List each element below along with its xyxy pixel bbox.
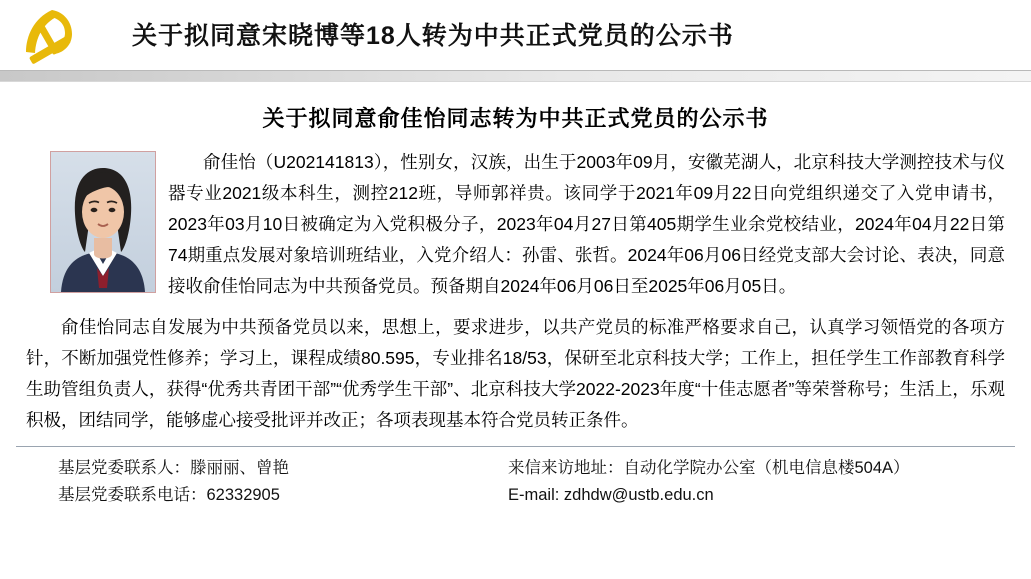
ccp-hammer-sickle-emblem — [0, 0, 96, 70]
avatar — [50, 151, 156, 293]
footer-address-column — [488, 455, 1015, 509]
paragraph-2: 俞佳怡同志自发展为中共预备党员以来，思想上，要求进步，以共产党员的标准严格要求自己，认真学习领悟党的各项方针，不断加强党性修养；学习上，课程成绩80.595，专业排名18/53，保研至北京科技大学；工作上，担任学生工作部教育科学生助管组负责人，获得“优秀共青团干部”“优秀学生干部”、北京科技大学2022-2023年度“十佳志愿者”等荣誉称号；生活上，乐观积极，团结同学，能够虚心接受批评并改正；各项表现基本符合党员转正条件。 — [26, 317, 1005, 430]
email-line: E-mail: zdhdw@ustb.edu.cn — [508, 486, 714, 504]
banner-divider — [0, 70, 1031, 82]
visit-address-line: 来信来访地址：自动化学院办公室（机电信息楼504A） — [508, 459, 910, 477]
footer — [0, 447, 1031, 509]
document-body — [0, 82, 1031, 436]
page-title: 关于拟同意俞佳怡同志转为中共正式党员的公示书 — [262, 106, 769, 131]
paragraph-1: 俞佳怡（U202141813），性别女，汉族，出生于2003年09月，安徽芜湖人，北京科技大学测控技术与仪器专业2021级本科生，测控212班，导师郭祥贵。该同学于2021年09月22日向党组织递交了入党申请书，2023年03月10日被确定为入党积极分子，2023年04月27日第405期学生业余党校结业，2024年04月22日第74期重点发展对象培训班结业，入党介绍人：孙雷、张哲。2024年06月06日经党支部大会讨论、表决，同意接收俞佳怡同志为中共预备党员。预备期自2024年06月06日至2025年06月05日。 — [168, 152, 1005, 296]
contact-phone-line: 基层党委联系电话：62332905 — [58, 486, 280, 504]
banner-title: 关于拟同意宋晓博等18人转为中共正式党员的公示书 — [132, 22, 734, 50]
contact-person-line: 基层党委联系人：滕丽丽、曾艳 — [58, 459, 289, 477]
header-banner — [0, 0, 1031, 70]
footer-contact-column — [16, 455, 488, 509]
